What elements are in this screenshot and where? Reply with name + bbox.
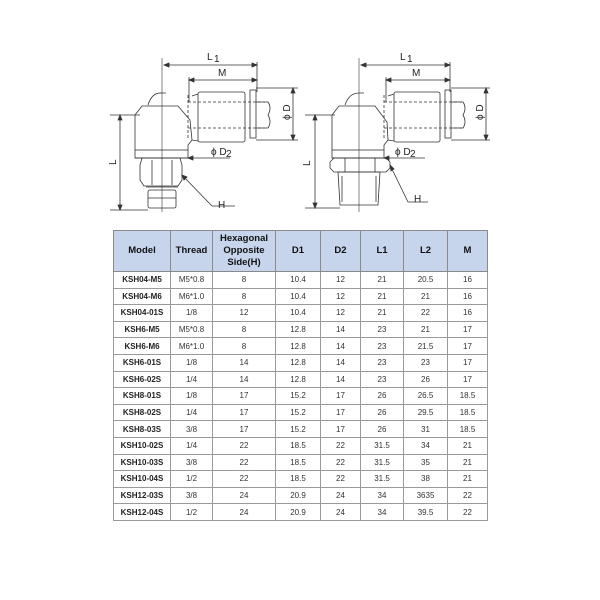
cell-l1: 21 bbox=[361, 272, 404, 289]
cell-d2: 12 bbox=[321, 288, 361, 305]
cell-d1: 18.5 bbox=[276, 454, 321, 471]
cell-thread: 3/8 bbox=[171, 454, 213, 471]
label-l1-sub: 1 bbox=[214, 54, 220, 65]
table-row bbox=[114, 338, 488, 355]
table-row bbox=[114, 272, 488, 289]
cell-model: KSH6-M5 bbox=[114, 321, 171, 338]
table-row bbox=[114, 354, 488, 371]
label-d2: ϕ D bbox=[211, 147, 227, 158]
cell-m: 21 bbox=[448, 437, 488, 454]
cell-m: 21 bbox=[448, 471, 488, 488]
cell-thread: M5*0.8 bbox=[171, 321, 213, 338]
cell-l2: 23 bbox=[404, 354, 448, 371]
label-d2: ϕ D bbox=[395, 147, 411, 158]
cell-h: 8 bbox=[213, 321, 276, 338]
cell-thread: 1/4 bbox=[171, 404, 213, 421]
table-row bbox=[114, 437, 488, 454]
cell-m: 16 bbox=[448, 305, 488, 322]
cell-d1: 20.9 bbox=[276, 487, 321, 504]
cell-l1: 31.5 bbox=[361, 437, 404, 454]
cell-d1: 18.5 bbox=[276, 437, 321, 454]
label-l2: L bbox=[302, 160, 313, 166]
cell-h: 17 bbox=[213, 421, 276, 438]
cell-thread: 3/8 bbox=[171, 421, 213, 438]
cell-h: 22 bbox=[213, 437, 276, 454]
label-d1: ϕ D bbox=[475, 104, 486, 120]
cell-d2: 14 bbox=[321, 338, 361, 355]
label-h: H bbox=[218, 200, 226, 211]
cell-l1: 23 bbox=[361, 321, 404, 338]
cell-m: 18.5 bbox=[448, 421, 488, 438]
cell-m: 18.5 bbox=[448, 388, 488, 405]
cell-d1: 12.8 bbox=[276, 354, 321, 371]
table-row bbox=[114, 321, 488, 338]
header-model: Model bbox=[114, 231, 171, 272]
cell-h: 24 bbox=[213, 504, 276, 521]
cell-h: 12 bbox=[213, 305, 276, 322]
table-row bbox=[114, 421, 488, 438]
cell-h: 8 bbox=[213, 272, 276, 289]
cell-d2: 12 bbox=[321, 305, 361, 322]
cell-model: KSH10-04S bbox=[114, 471, 171, 488]
cell-l1: 23 bbox=[361, 338, 404, 355]
cell-thread: 1/2 bbox=[171, 471, 213, 488]
table-body bbox=[114, 272, 488, 521]
cell-d1: 12.8 bbox=[276, 371, 321, 388]
cell-l1: 26 bbox=[361, 388, 404, 405]
cell-d2: 14 bbox=[321, 371, 361, 388]
cell-d2: 14 bbox=[321, 321, 361, 338]
table-row bbox=[114, 388, 488, 405]
cell-model: KSH8-03S bbox=[114, 421, 171, 438]
cell-model: KSH12-03S bbox=[114, 487, 171, 504]
cell-model: KSH8-01S bbox=[114, 388, 171, 405]
cell-d1: 10.4 bbox=[276, 288, 321, 305]
cell-d2: 12 bbox=[321, 272, 361, 289]
cell-d2: 22 bbox=[321, 471, 361, 488]
header-d1: D1 bbox=[276, 231, 321, 272]
cell-d2: 17 bbox=[321, 404, 361, 421]
cell-m: 18.5 bbox=[448, 404, 488, 421]
cell-d2: 22 bbox=[321, 437, 361, 454]
cell-model: KSH8-02S bbox=[114, 404, 171, 421]
cell-model: KSH10-03S bbox=[114, 454, 171, 471]
label-l1: L bbox=[400, 52, 406, 63]
cell-m: 17 bbox=[448, 321, 488, 338]
header-hex-line2: Opposite bbox=[223, 245, 265, 256]
cell-m: 21 bbox=[448, 454, 488, 471]
table-row bbox=[114, 404, 488, 421]
cell-model: KSH10-02S bbox=[114, 437, 171, 454]
cell-l1: 26 bbox=[361, 421, 404, 438]
cell-m: 22 bbox=[448, 487, 488, 504]
cell-d1: 18.5 bbox=[276, 471, 321, 488]
label-d2-sub: 2 bbox=[410, 149, 416, 160]
cell-l2: 31 bbox=[404, 421, 448, 438]
cell-d1: 15.2 bbox=[276, 404, 321, 421]
cell-d2: 22 bbox=[321, 454, 361, 471]
label-h: H bbox=[414, 194, 422, 205]
cell-thread: 1/4 bbox=[171, 371, 213, 388]
cell-l2: 39.5 bbox=[404, 504, 448, 521]
cell-thread: 3/8 bbox=[171, 487, 213, 504]
label-l1: L bbox=[207, 52, 213, 63]
header-hex-line3: Side(H) bbox=[227, 257, 261, 268]
cell-model: KSH6-02S bbox=[114, 371, 171, 388]
cell-h: 8 bbox=[213, 288, 276, 305]
label-d1: ϕ D bbox=[282, 104, 293, 120]
cell-l2: 21.5 bbox=[404, 338, 448, 355]
cell-model: KSH12-04S bbox=[114, 504, 171, 521]
cell-d1: 10.4 bbox=[276, 272, 321, 289]
cell-l1: 26 bbox=[361, 404, 404, 421]
cell-model: KSH6-M6 bbox=[114, 338, 171, 355]
cell-model: KSH04-M6 bbox=[114, 288, 171, 305]
cell-l2: 20.5 bbox=[404, 272, 448, 289]
cell-m: 22 bbox=[448, 504, 488, 521]
cell-l1: 21 bbox=[361, 305, 404, 322]
header-d2: D2 bbox=[321, 231, 361, 272]
label-l2: L bbox=[108, 159, 119, 165]
header-hex bbox=[213, 231, 276, 272]
cell-m: 17 bbox=[448, 338, 488, 355]
table-row bbox=[114, 454, 488, 471]
cell-l2: 26.5 bbox=[404, 388, 448, 405]
table-header-row bbox=[114, 231, 488, 272]
cell-thread: M5*0.8 bbox=[171, 272, 213, 289]
cell-d1: 20.9 bbox=[276, 504, 321, 521]
table-row bbox=[114, 288, 488, 305]
elbow-fitting-diagram bbox=[290, 30, 500, 220]
cell-thread: 1/8 bbox=[171, 305, 213, 322]
cell-l1: 34 bbox=[361, 504, 404, 521]
cell-l1: 23 bbox=[361, 354, 404, 371]
cell-thread: 1/8 bbox=[171, 388, 213, 405]
cell-l2: 26 bbox=[404, 371, 448, 388]
cell-l2: 22 bbox=[404, 305, 448, 322]
label-m: M bbox=[412, 68, 421, 79]
header-l1: L1 bbox=[361, 231, 404, 272]
cell-d1: 12.8 bbox=[276, 338, 321, 355]
cell-d2: 14 bbox=[321, 354, 361, 371]
cell-l2: 34 bbox=[404, 437, 448, 454]
cell-h: 22 bbox=[213, 454, 276, 471]
cell-d1: 10.4 bbox=[276, 305, 321, 322]
cell-model: KSH6-01S bbox=[114, 354, 171, 371]
header-l2: L2 bbox=[404, 231, 448, 272]
table-row bbox=[114, 487, 488, 504]
header-thread: Thread bbox=[171, 231, 213, 272]
cell-model: KSH04-01S bbox=[114, 305, 171, 322]
cell-d2: 24 bbox=[321, 487, 361, 504]
cell-h: 14 bbox=[213, 371, 276, 388]
label-d2-sub: 2 bbox=[226, 149, 232, 160]
header-hex-line1: Hexagonal bbox=[219, 233, 269, 244]
fitting-drawing-taper bbox=[290, 30, 500, 220]
cell-thread: M6*1.0 bbox=[171, 288, 213, 305]
cell-d2: 24 bbox=[321, 504, 361, 521]
cell-thread: 1/8 bbox=[171, 354, 213, 371]
cell-m: 16 bbox=[448, 288, 488, 305]
cell-h: 8 bbox=[213, 338, 276, 355]
cell-h: 24 bbox=[213, 487, 276, 504]
label-m: M bbox=[218, 68, 227, 79]
cell-l2: 3635 bbox=[404, 487, 448, 504]
cell-l2: 35 bbox=[404, 454, 448, 471]
cell-thread: M6*1.0 bbox=[171, 338, 213, 355]
cell-d1: 15.2 bbox=[276, 421, 321, 438]
table-row bbox=[114, 371, 488, 388]
cell-m: 17 bbox=[448, 354, 488, 371]
cell-h: 14 bbox=[213, 354, 276, 371]
table-row bbox=[114, 504, 488, 521]
spec-table bbox=[113, 230, 488, 521]
table-row bbox=[114, 471, 488, 488]
table-row bbox=[114, 305, 488, 322]
cell-l2: 29.5 bbox=[404, 404, 448, 421]
cell-l1: 31.5 bbox=[361, 471, 404, 488]
cell-d1: 15.2 bbox=[276, 388, 321, 405]
cell-h: 17 bbox=[213, 404, 276, 421]
cell-thread: 1/4 bbox=[171, 437, 213, 454]
cell-h: 22 bbox=[213, 471, 276, 488]
cell-l1: 34 bbox=[361, 487, 404, 504]
label-l1-sub: 1 bbox=[407, 54, 413, 65]
cell-l2: 21 bbox=[404, 321, 448, 338]
cell-d1: 12.8 bbox=[276, 321, 321, 338]
cell-d2: 17 bbox=[321, 388, 361, 405]
cell-h: 17 bbox=[213, 388, 276, 405]
cell-thread: 1/2 bbox=[171, 504, 213, 521]
cell-l1: 21 bbox=[361, 288, 404, 305]
cell-m: 16 bbox=[448, 272, 488, 289]
cell-model: KSH04-M5 bbox=[114, 272, 171, 289]
fitting-drawing-metric bbox=[100, 30, 310, 220]
cell-l1: 23 bbox=[361, 371, 404, 388]
cell-l2: 21 bbox=[404, 288, 448, 305]
cell-m: 17 bbox=[448, 371, 488, 388]
cell-d2: 17 bbox=[321, 421, 361, 438]
cell-l2: 38 bbox=[404, 471, 448, 488]
header-m: M bbox=[448, 231, 488, 272]
elbow-fitting-diagram bbox=[100, 30, 310, 220]
cell-l1: 31.5 bbox=[361, 454, 404, 471]
